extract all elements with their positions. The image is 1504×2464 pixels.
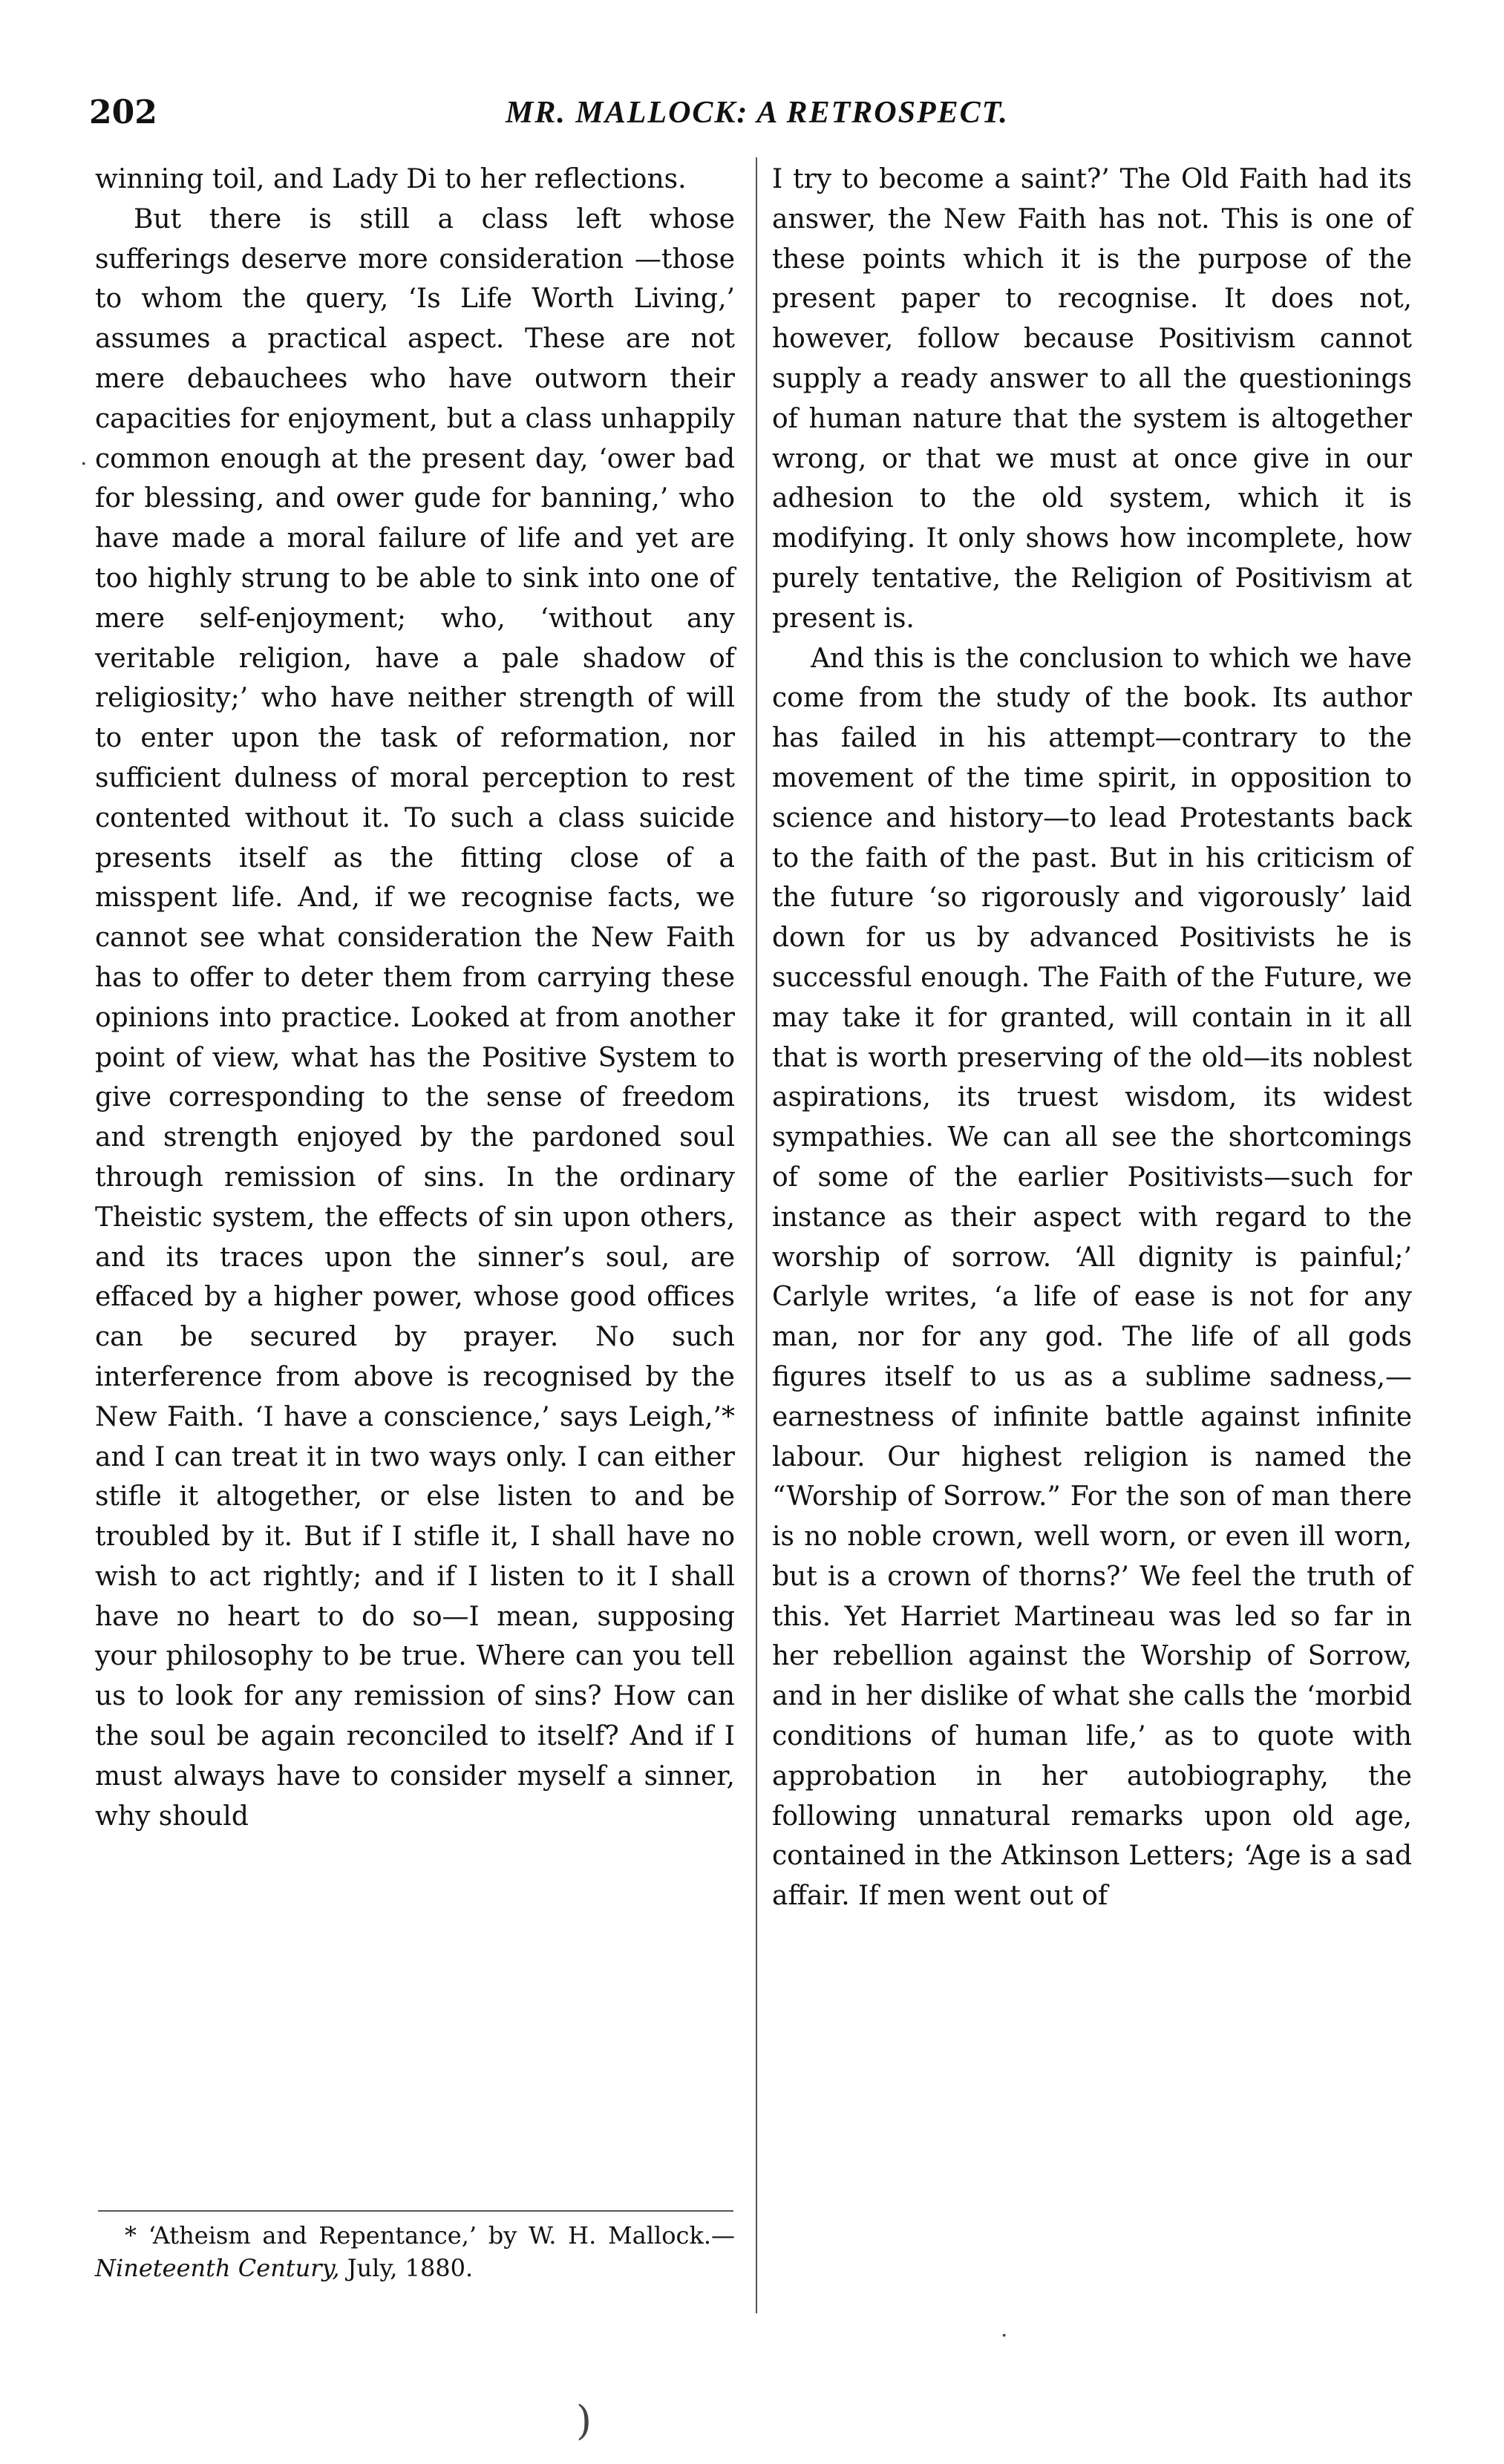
column-divider (756, 157, 757, 2313)
footnote-text: * ‘Atheism and Repentance,’ by W. H. Mallock.— (125, 2221, 735, 2250)
left-paragraph-1: winning toil, and Lady Di to her reflections. (95, 164, 687, 194)
right-paragraph-1: I try to become a saint?’ The Old Faith had its answer, the New Faith has not. This is one of these points which it is the purpose of the present paper to recognise. It does not, however, follow because Positivism cannot supply a ready answer to all the questionings of human nature that the system is altogether wrong, or that we must at once give in our adhesion to the old system, which it is modifying. It only shows how incomplete, how purely tentative, the Religion of Positivism at present is. (772, 164, 1412, 634)
footnote-journal: Nineteenth Century, (95, 2254, 340, 2282)
footnote-rule (98, 2210, 733, 2212)
margin-dot: · (80, 451, 88, 477)
running-title: MR. MALLOCK: A RETROSPECT. (506, 96, 1009, 130)
right-paragraph-2: And this is the conclusion to which we have come from the study of the book. Its author has failed in his attempt—contrary to the movement of the time spirit, in opposition to science and history—to lead Protestants back to the faith of the past. But in his criticism of the future ‘so rigorously and vigorously’ laid down for us by advanced Positivists he is successful enough. The Faith of the Future, we may take it for granted, will contain in it all that is worth preserving of the old—its noblest aspirations, its truest wisdom, its widest sympathies. We can all see the shortcomings of some of the earlier Positivists—such for instance as their aspect with regard to the worship of sorrow. ‘All dignity is painful;’ Carlyle writes, ‘a life of ease is not for any man, nor for any god. The life of all gods figures itself to us as a sublime sadness,—earnestness of infinite battle against infinite labour. Our highest religion is named the “Worship of Sorrow.” For the son of man there is no noble crown, well worn, or even ill worn, but is a crown of thorns?’ We feel the truth of this. Yet Harriet Martineau was led so far in her rebellion against the Worship of Sorrow, and in her dislike of what she calls the ‘morbid conditions of human life,’ as to quote with approbation in her autobiography, the following unnatural remarks upon old age, contained in the Atkinson Letters; ‘Age is a sad affair. If men went out of (772, 643, 1412, 1912)
stray-dot: · (1001, 2323, 1008, 2349)
footnote-date: July, 1880. (339, 2254, 474, 2282)
page-number: 202 (89, 94, 157, 131)
footnote (95, 2219, 735, 2284)
right-column (772, 160, 1412, 1916)
stray-paren: ) (576, 2397, 592, 2444)
page-header (89, 91, 1425, 142)
left-paragraph-2: But there is still a class left whose sufferings deserve more consideration —those to whom the query, ‘Is Life Worth Living,’ assumes a practical aspect. These are not mere debauchees who have outworn their capacities for enjoyment, but a class unhappily common enough at the present day, ‘ower bad for blessing, and ower gude for banning,’ who have made a moral failure of life and yet are too highly strung to be able to sink into one of mere self-enjoyment; who, ‘without any veritable religion, have a pale shadow of religiosity;’ who have neither strength of will to enter upon the task of reformation, nor sufficient dulness of moral perception to rest contented without it. To such a class suicide presents itself as the fitting close of a misspent life. And, if we recognise facts, we cannot see what consideration the New Faith has to offer to deter them from carrying these opinions into practice. Looked at from another point of view, what has the Positive System to give corresponding to the sense of freedom and strength enjoyed by the pardoned soul through remission of sins. In the ordinary Theistic system, the effects of sin upon others, and its traces upon the sinner’s soul, are effaced by a higher power, whose good offices can be secured by prayer. No such interference from above is recognised by the New Faith. ‘I have a conscience,’ says Leigh,’* and I can treat it in two ways only. I can either stifle it altogether, or else listen to and be troubled by it. But if I stifle it, I shall have no wish to act rightly; and if I listen to it I shall have no heart to do so—I mean, supposing your philosophy to be true. Where can you tell us to look for any remission of sins? How can the soul be again reconciled to itself? And if I must always have to consider myself a sinner, why should (95, 203, 735, 1832)
left-column (95, 160, 735, 1836)
